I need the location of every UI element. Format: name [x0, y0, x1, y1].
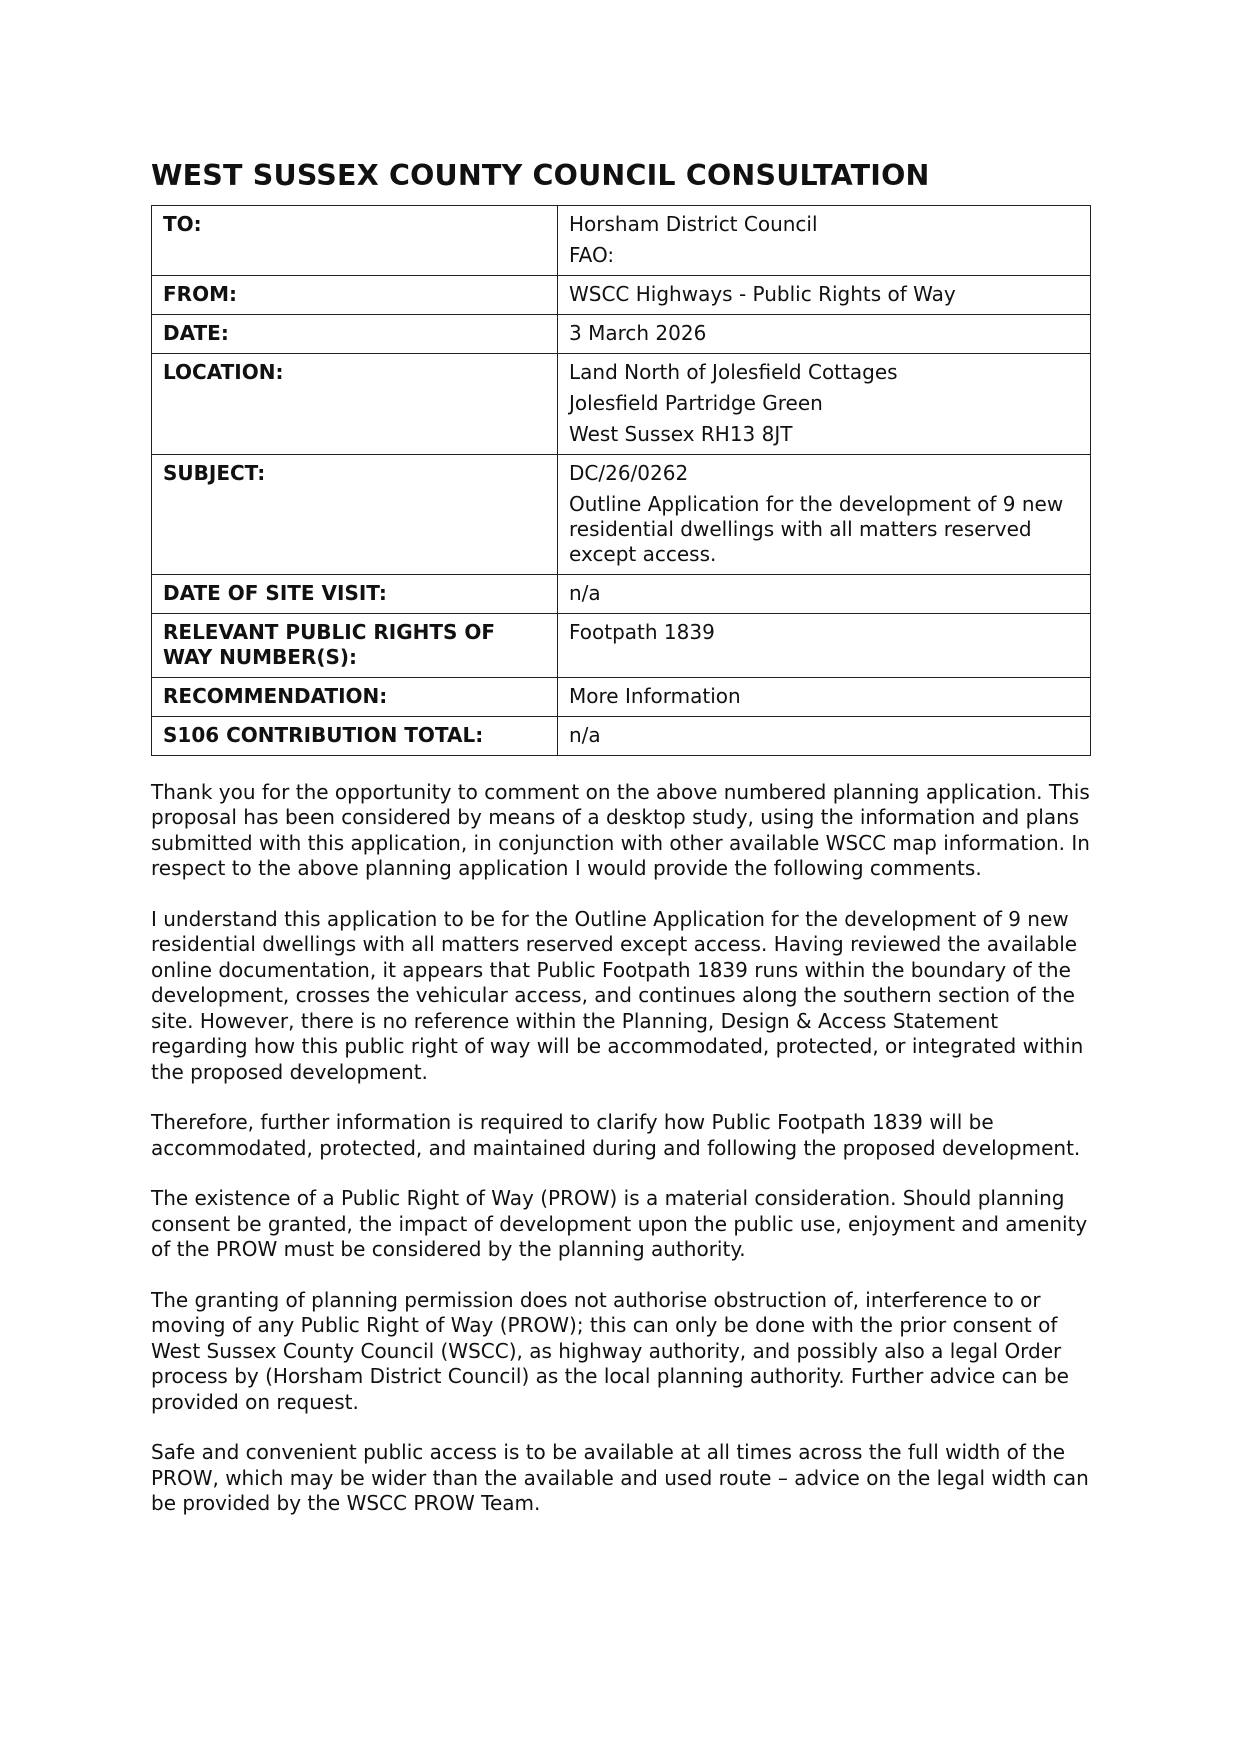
row-value — [558, 677, 1091, 716]
value-line: n/a — [569, 722, 601, 747]
row-value — [558, 613, 1091, 677]
row-value — [558, 574, 1091, 613]
body-paragraph: The existence of a Public Right of Way (PROW) is a material consideration. Should planning consent be granted, the impact of development upon the public use, enjoyment and amenity of the PROW must be considered by the planning authority. — [151, 1186, 1088, 1262]
value-line: Jolesfield Partridge Green — [569, 390, 823, 415]
body-paragraph: I understand this application to be for the Outline Application for the development of 9 new residential dwellings with all matters reserved except access. Having reviewed the available online documentation, it appears that Public Footpath 1839 runs within the boundary of the development, crosses the vehicular access, and continues along the southern section of the site. However, there is no reference within the Planning, Design & Access Statement regarding how this public right of way will be accommodated, protected, or integrated within the proposed development. — [151, 906, 1084, 1084]
row-value — [558, 454, 1091, 574]
value-line: Footpath 1839 — [569, 619, 715, 644]
body-paragraph: Safe and convenient public access is to be available at all times across the full width of the PROW, which may be wider than the available and used route – advice on the legal width can be provided by the WSCC PROW Team. — [151, 1440, 1089, 1516]
body-paragraph: Thank you for the opportunity to comment on the above numbered planning application. This proposal has been considered by means of a desktop study, using the information and plans submitted with this application, in conjunction with other available WSCC map information. In respect to the above planning application I would provide the following comments. — [151, 779, 1090, 881]
row-label: RELEVANT PUBLIC RIGHTS OF WAY NUMBER(S): — [152, 613, 558, 677]
value-line: FAO: — [569, 242, 615, 267]
row-label: SUBJECT: — [152, 454, 558, 574]
row-label: DATE: — [152, 314, 558, 353]
table-row — [152, 353, 1091, 454]
row-value — [558, 275, 1091, 314]
table-row — [152, 454, 1091, 574]
value-line: More Information — [569, 683, 741, 708]
table-row — [152, 275, 1091, 314]
table-row — [152, 716, 1091, 755]
value-line: n/a — [569, 580, 601, 605]
table-row — [152, 677, 1091, 716]
table-row — [152, 574, 1091, 613]
value-line: West Sussex RH13 8JT — [569, 421, 793, 446]
consultation-table — [151, 205, 1091, 756]
table-row — [152, 314, 1091, 353]
body-paragraph: The granting of planning permission does not authorise obstruction of, interference to or moving of any Public Right of Way (PROW); this can only be done with the prior consent of West Sussex County Council (WSCC), as highway authority, and possibly also a legal Order process by (Horsham District Council) as the local planning authority. Further advice can be provided on request. — [151, 1287, 1069, 1414]
row-label: FROM: — [152, 275, 558, 314]
row-label: RECOMMENDATION: — [152, 677, 558, 716]
row-value — [558, 314, 1091, 353]
table-row — [152, 205, 1091, 275]
value-line: Outline Application for the development of 9 new residential dwellings with all matters reserved except access. — [569, 491, 1064, 566]
row-value — [558, 716, 1091, 755]
body-paragraph: Therefore, further information is required to clarify how Public Footpath 1839 will be accommodated, protected, and maintained during and following the proposed development. — [151, 1110, 1081, 1160]
document-page — [151, 160, 1091, 1542]
value-line: 3 March 2026 — [569, 320, 707, 345]
value-line: DC/26/0262 — [569, 460, 689, 485]
body-text — [151, 780, 1091, 1517]
row-label: S106 CONTRIBUTION TOTAL: — [152, 716, 558, 755]
document-title: WEST SUSSEX COUNTY COUNCIL CONSULTATION — [151, 159, 930, 192]
value-line: Land North of Jolesfield Cottages — [569, 359, 898, 384]
table-row — [152, 613, 1091, 677]
row-label: DATE OF SITE VISIT: — [152, 574, 558, 613]
value-line: WSCC Highways - Public Rights of Way — [569, 281, 956, 306]
row-value — [558, 205, 1091, 275]
row-value — [558, 353, 1091, 454]
row-label: TO: — [152, 205, 558, 275]
value-line: Horsham District Council — [569, 211, 818, 236]
row-label: LOCATION: — [152, 353, 558, 454]
